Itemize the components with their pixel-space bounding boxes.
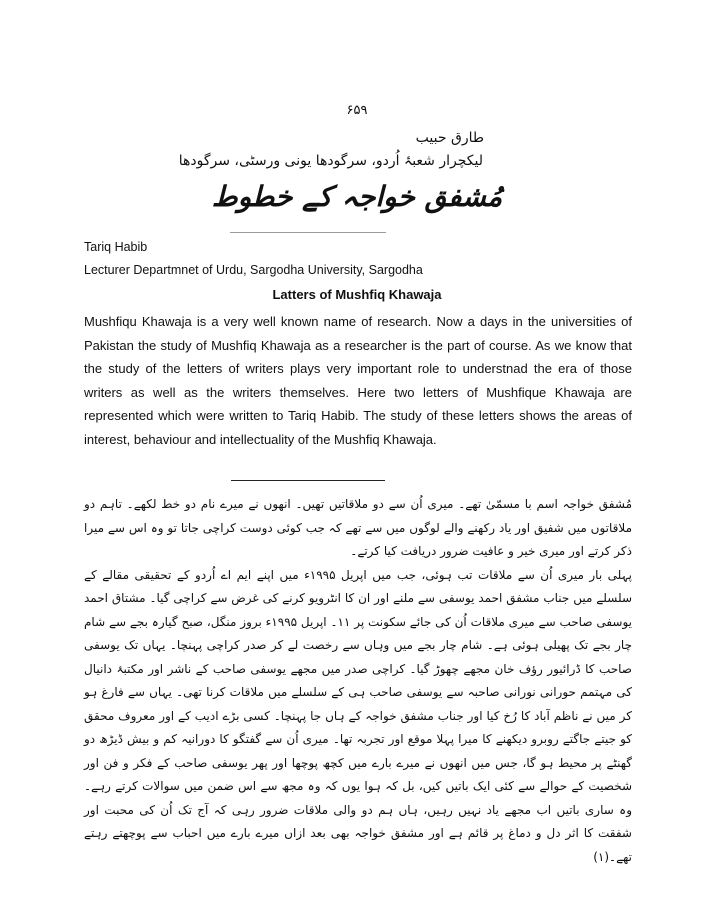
english-author-name: Tariq Habib [84,240,148,254]
header-divider [230,232,386,233]
page-number: ۶۵۹ [346,103,368,118]
english-author-affiliation: Lecturer Departmnet of Urdu, Sargodha University, Sargodha [84,263,423,277]
urdu-paragraph-1: مُشفق خواجہ اسم با مسمّیٰ تھے۔ میری اُن سے دو ملاقاتیں تھیں۔ انھوں نے میرے نام دو خط لکھے۔ تاہم دو ملاقاتوں میں شفیق اور یاد رکھنے والے لوگوں میں سے تھے کہ جب کوئی دوست کراچی جاتا تو وہ اس سے میرا ذکر کرتے اور میری خیر و عافیت ضرور دریافت کیا کرتے۔ [84,497,632,558]
urdu-author-name: طارق حبیب [415,130,484,146]
english-article-title: Latters of Mushfiq Khawaja [272,287,442,302]
abstract-divider [231,480,385,481]
urdu-author-affiliation: لیکچرار شعبۂ اُردو، سرگودھا یونی ورسٹی، سرگودھا [178,153,483,169]
urdu-article-title: مُشفق خواجہ کے خطوط [211,180,503,213]
urdu-paragraph-2: پہلی بار میری اُن سے ملاقات تب ہوئی، جب میں اپریل ۱۹۹۵ء میں اپنے ایم اے اُردو کے تحقیقی مقالے کے سلسلے میں جناب مشفق احمد یوسفی سے ملنے اور ان کا انٹرویو کرنے کی غرض سے کراچی گیا۔ مشتاق احمد یوسفی صاحب سے میری ملاقات اُن کی جائے سکونت پر ۱۱۔ اپریل ۱۹۹۵ء بروز منگل، صبح گیارہ بجے سے شام چار بجے تک پھیلی ہوئی ہے۔ شام چار بجے میں وہاں سے رخصت لے کر صدر کراچی پہنچا۔ یہاں تک یوسفی صاحب کا ڈرائیور رؤف خان مجھے چھوڑ گیا۔ کراچی صدر میں مجھے یوسفی صاحب کے ناشر اور مکتبۂ دانیال کی مہتمم حورانی نورانی صاحبہ سے یوسفی صاحب ہی کے سلسلے میں ملاقات کرنا تھی۔ یہاں سے فارغ ہو کر میں نے ناظم آباد کا رُخ کیا اور جناب مشفق خواجہ کے ہاں جا پہنچا۔ کسی بڑے ادیب کے اور معروف محقق کو جیتے جاگتے روبرو دیکھنے کا میرا پہلا موقع اور تجربہ تھا۔ میری اُن سے گفتگو کا دورانیہ کم و بیش ڈیڑھ دو گھنٹے پر محیط ہو گا، جس میں انھوں نے میرے بارے میں کچھ پوچھا اور پھر یوسفی صاحب کے فکر و فن اور شخصیت کے حوالے سے کئی ایک باتیں کیں، بل کہ ہوا یوں کہ وہ مجھ سے اس ضمن میں سوالات کرتے رہے۔ وہ ساری باتیں اب مجھے یاد نہیں رہیں، ہاں ہم دو والی ملاقات ضرور رہی کہ آج تک اُن کی محبت اور شفقت کا اثر دل و دماغ پر قائم ہے اور مشفق خواجہ بھی بعد ازاں میرے بارے میں احباب سے پوچھتے رہتے تھے۔(۱) [84,567,632,864]
urdu-body [84,493,632,869]
abstract-paragraph: Mushfiqu Khawaja is a very well known name of research. Now a days in the universities of Pakistan the study of Mushfiq Khawaja as a researcher is the part of course. As we know that the study of the letters of writers plays very important role to understnad the era of those writers as well as the writers themselves. Here two letters of Mushfique Khawaja are represented which were written to Tariq Habib. The study of these letters shows the areas of interest, behaviour and intellectuality of the Mushfiq Khawaja. [84,314,632,447]
